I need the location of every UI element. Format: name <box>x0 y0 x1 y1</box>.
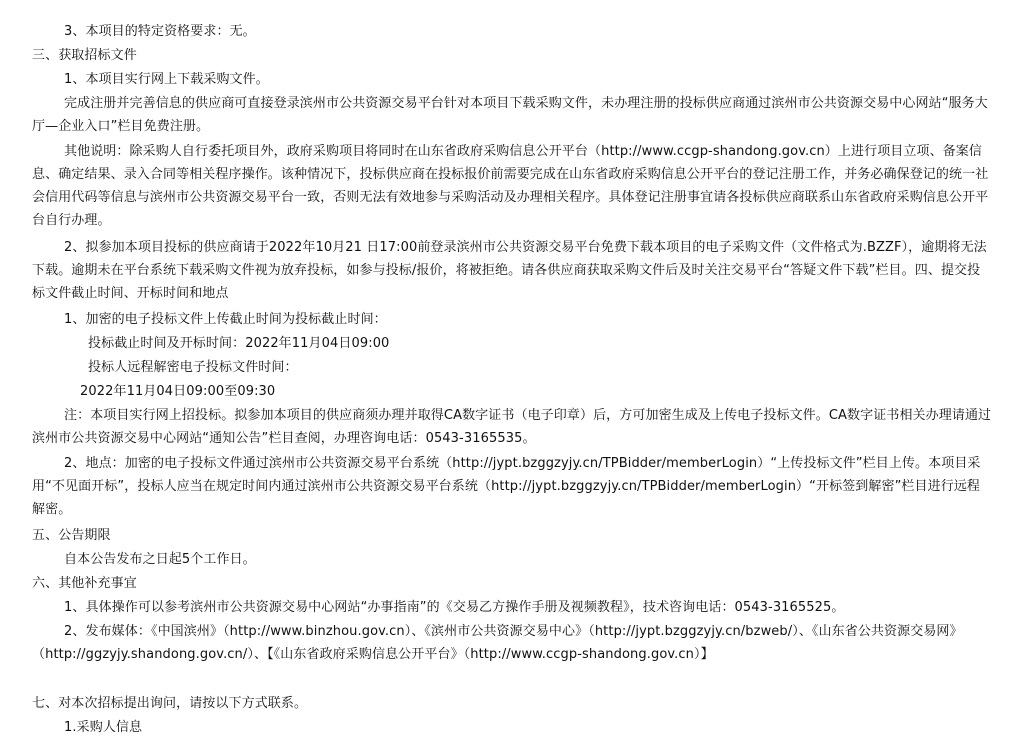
doc-paragraph-ca-note: 注：本项目实行网上招投标。拟参加本项目的供应商须办理并取得CA数字证书（电子印章）后，方可加密生成及上传电子投标文件。CA数字证书相关办理请通过滨州市公共资源交易中心网站“通知公告”栏目查阅，办理咨询电话：0543-3165535。 <box>32 408 992 446</box>
doc-line-guide: 1、具体操作可以参考滨州市公共资源交易中心网站“办事指南”的《交易乙方操作手册及视频教程》，技术咨询电话：0543-3165525。 <box>64 600 845 615</box>
section-heading-3: 三、获取招标文件 <box>32 48 137 63</box>
doc-line-2: 1、本项目实行网上下载采购文件。 <box>64 72 269 87</box>
doc-paragraph-media: 2、发布媒体：《中国滨州》（http://www.binzhou.gov.cn）、《滨州市公共资源交易中心》（http://jypt.bzggzyjy.cn/bzweb/）、《山东省公共资源交易网》（http://ggzyjy.shandong.gov.cn/）、【《山东省政府采购信息公开平台》（http://www.ccgp-shandong.gov.cn）】 <box>32 624 963 662</box>
doc-line-notice-period: 自本公告发布之日起5个工作日。 <box>64 552 256 567</box>
section-heading-5: 五、公告期限 <box>32 528 111 543</box>
doc-paragraph-location: 2、地点：加密的电子投标文件通过滨州市公共资源交易平台系统（http://jypt.bzggzyjy.cn/TPBidder/memberLogin）“上传投标文件”栏目上传。本项目采用“不见面开标”，投标人应当在规定时间内通过滨州市公共资源交易平台系统（http://jypt.bzggzyjy.cn/TPBidder/memberLogin）“开标签到解密”栏目进行远程解密。 <box>32 456 981 517</box>
doc-paragraph-other-notes: 其他说明：除采购人自行委托项目外，政府采购项目将同时在山东省政府采购信息公开平台（http://www.ccgp-shandong.gov.cn）上进行项目立项、备案信息、确定结果、录入合同等相关程序操作。该种情况下，投标供应商在投标报价前需要完成在山东省政府采购信息公开平台的登记注册工作，并务必确保登记的统一社会信用代码等信息与滨州市公共资源交易平台一致，否则无法有效地参与采购活动及办理相关程序。具体登记注册事宜请各投标供应商联系山东省政府采购信息公开平台自行办理。 <box>32 144 989 228</box>
doc-paragraph-registration: 完成注册并完善信息的供应商可直接登录滨州市公共资源交易平台针对本项目下载采购文件，未办理注册的投标供应商通过滨州市公共资源交易中心网站“服务大厅—企业入口”栏目免费注册。 <box>32 96 988 134</box>
doc-line-purchaser-info: 1.采购人信息 <box>64 720 143 735</box>
doc-line-deadline-time: 投标截止时间及开标时间：2022年11月04日09:00 <box>88 336 390 351</box>
doc-line-deadline-rule: 1、加密的电子投标文件上传截止时间为投标截止时间： <box>64 312 387 327</box>
doc-paragraph-download: 2、拟参加本项目投标的供应商请于2022年10月21 日17:00前登录滨州市公共资源交易平台免费下载本项目的电子采购文件（文件格式为.BZZF），逾期将无法下载。逾期未在平台系统下载采购文件视为放弃投标，如参与投标/报价，将被拒绝。请各供应商获取采购文件后及时关注交易平台“答疑文件下载”栏目。四、提交投标文件截止时间、开标时间和地点 <box>32 240 987 301</box>
doc-line-1: 3、本项目的特定资格要求：无。 <box>64 24 256 39</box>
doc-line-remote-decrypt: 投标人远程解密电子投标文件时间： <box>88 360 298 375</box>
section-heading-6: 六、其他补充事宜 <box>32 576 137 591</box>
doc-line-decrypt-time: 2022年11月04日09:00至09:30 <box>80 384 276 399</box>
section-heading-7: 七、对本次招标提出询问，请按以下方式联系。 <box>32 696 308 711</box>
